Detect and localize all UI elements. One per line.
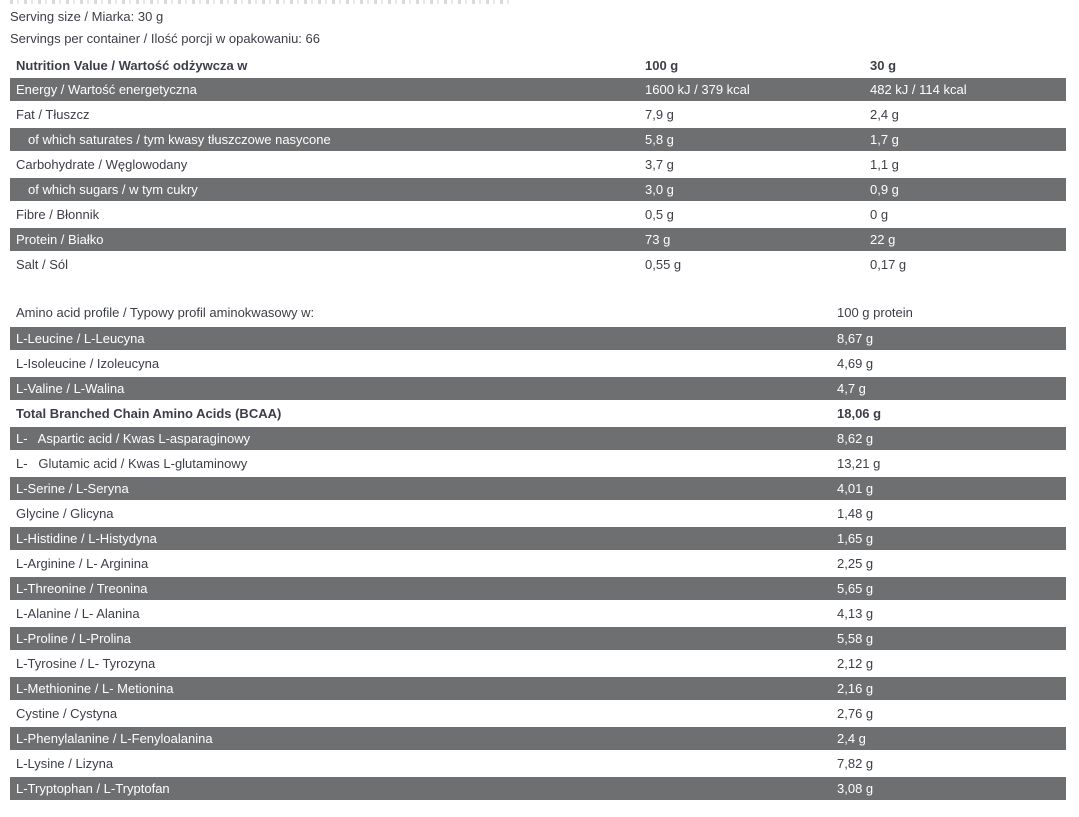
- nutrition-row-value-100g: 0,55 g: [645, 257, 682, 272]
- nutrition-row-value-30g: 0 g: [870, 207, 889, 222]
- nutrition-row-value-100g: 5,8 g: [645, 132, 674, 147]
- nutrition-row: [10, 152, 1066, 177]
- amino-table-header: [10, 301, 1066, 324]
- amino-row-value: 3,08 g: [837, 781, 874, 796]
- amino-row: [10, 401, 1066, 426]
- amino-row-label: L-Lysine / Lizyna: [16, 756, 114, 771]
- amino-row-label: L- Aspartic acid / Kwas L-asparaginowy: [16, 431, 251, 446]
- amino-row-value: 4,7 g: [837, 381, 866, 396]
- nutrition-row-label: Protein / Białko: [16, 232, 104, 247]
- amino-row: [10, 526, 1066, 551]
- amino-row-value: 5,58 g: [837, 631, 874, 646]
- amino-row-value: 2,16 g: [837, 681, 874, 696]
- amino-row-label: L-Tyrosine / L- Tyrozyna: [16, 656, 156, 671]
- amino-row-label: L-Histidine / L-Histydyna: [16, 531, 157, 546]
- amino-row-value: 4,01 g: [837, 481, 874, 496]
- nutrition-row-value-30g: 2,4 g: [870, 107, 899, 122]
- amino-header-label: Amino acid profile / Typowy profil aminokwasowy w:: [16, 305, 315, 320]
- amino-row-value: 7,82 g: [837, 756, 874, 771]
- amino-row-label: L-Leucine / L-Leucyna: [16, 331, 145, 346]
- amino-row-value: 2,25 g: [837, 556, 874, 571]
- amino-row: [10, 676, 1066, 701]
- amino-row: [10, 651, 1066, 676]
- nutrition-row: [10, 77, 1066, 102]
- nutrition-row-label: Fibre / Błonnik: [16, 207, 100, 222]
- amino-row: [10, 626, 1066, 651]
- amino-row-value: 13,21 g: [837, 456, 881, 471]
- amino-row-value: 1,48 g: [837, 506, 874, 521]
- amino-row: [10, 451, 1066, 476]
- amino-row-label: L-Proline / L-Prolina: [16, 631, 131, 646]
- nutrition-row-label: of which sugars / w tym cukry: [28, 182, 198, 197]
- amino-row-label: L-Isoleucine / Izoleucyna: [16, 356, 160, 371]
- nutrition-row-value-30g: 22 g: [870, 232, 896, 247]
- amino-row: [10, 576, 1066, 601]
- amino-row: [10, 701, 1066, 726]
- amino-row-label: L-Serine / L-Seryna: [16, 481, 129, 496]
- nutrition-row-value-100g: 3,0 g: [645, 182, 674, 197]
- amino-row: [10, 751, 1066, 776]
- amino-row-label: L-Alanine / L- Alanina: [16, 606, 140, 621]
- nutrition-row-value-30g: 0,9 g: [870, 182, 899, 197]
- amino-row: [10, 501, 1066, 526]
- servings-per-container-line: Servings per container / Ilość porcji w opakowaniu: 66: [10, 31, 320, 46]
- nutrition-header-col-100g: 100 g: [645, 58, 679, 73]
- amino-row-label: Glycine / Glicyna: [16, 506, 114, 521]
- amino-row: [10, 326, 1066, 351]
- nutrition-row-value-100g: 3,7 g: [645, 157, 674, 172]
- nutrition-row: [10, 252, 1066, 277]
- amino-acid-table: [10, 301, 1066, 801]
- amino-row-value: 2,4 g: [837, 731, 866, 746]
- nutrition-row-label: Carbohydrate / Węglowodany: [16, 157, 188, 172]
- nutrition-header-col-30g: 30 g: [870, 58, 897, 73]
- amino-row-label: Total Branched Chain Amino Acids (BCAA): [16, 406, 282, 421]
- nutrition-row-label: of which saturates / tym kwasy tłuszczowe nasycone: [28, 132, 331, 147]
- amino-row-label: L-Methionine / L- Metionina: [16, 681, 174, 696]
- amino-row-value: 4,13 g: [837, 606, 874, 621]
- amino-row-value: 18,06 g: [837, 406, 882, 421]
- nutrition-row: [10, 227, 1066, 252]
- nutrition-row: [10, 102, 1066, 127]
- nutrition-row: [10, 177, 1066, 202]
- amino-row: [10, 476, 1066, 501]
- amino-row: [10, 776, 1066, 801]
- amino-row-value: 2,12 g: [837, 656, 874, 671]
- amino-row-label: L-Phenylalanine / L-Fenyloalanina: [16, 731, 213, 746]
- amino-row-value: 4,69 g: [837, 356, 874, 371]
- nutrition-row-value-100g: 1600 kJ / 379 kcal: [645, 82, 750, 97]
- nutrition-row: [10, 127, 1066, 152]
- amino-row-value: 8,62 g: [837, 431, 874, 446]
- amino-row-label: L-Arginine / L- Arginina: [16, 556, 149, 571]
- amino-row-label: Cystine / Cystyna: [16, 706, 118, 721]
- amino-row-label: L-Tryptophan / L-Tryptofan: [16, 781, 170, 796]
- nutrition-row-value-100g: 0,5 g: [645, 207, 674, 222]
- amino-row: [10, 551, 1066, 576]
- amino-row: [10, 426, 1066, 451]
- amino-row-value: 5,65 g: [837, 581, 874, 596]
- nutrition-row-value-30g: 1,7 g: [870, 132, 899, 147]
- nutrition-row-value-30g: 1,1 g: [870, 157, 899, 172]
- nutrition-row-value-100g: 73 g: [645, 232, 671, 247]
- amino-row-label: L-Valine / L-Walina: [16, 381, 125, 396]
- amino-row-value: 2,76 g: [837, 706, 874, 721]
- amino-header-col-value: 100 g protein: [837, 305, 913, 320]
- nutrition-table: [10, 54, 1066, 277]
- amino-row-label: L- Glutamic acid / Kwas L-glutaminowy: [16, 456, 248, 471]
- amino-row: [10, 376, 1066, 401]
- amino-row: [10, 351, 1066, 376]
- nutrition-row-label: Fat / Tłuszcz: [16, 107, 90, 122]
- nutrition-header-label: Nutrition Value / Wartość odżywcza w: [16, 58, 248, 73]
- nutrition-table-header: [10, 54, 1066, 77]
- cropped-text-remnant: [10, 0, 510, 4]
- amino-row: [10, 726, 1066, 751]
- amino-row-label: L-Threonine / Treonina: [16, 581, 148, 596]
- amino-row-value: 8,67 g: [837, 331, 874, 346]
- nutrition-row-value-30g: 482 kJ / 114 kcal: [870, 82, 967, 97]
- nutrition-row-label: Salt / Sól: [16, 257, 69, 272]
- amino-row-value: 1,65 g: [837, 531, 874, 546]
- nutrition-row-label: Energy / Wartość energetyczna: [16, 82, 197, 97]
- nutrition-row-value-100g: 7,9 g: [645, 107, 674, 122]
- serving-size-line: Serving size / Miarka: 30 g: [10, 9, 164, 24]
- nutrition-row: [10, 202, 1066, 227]
- nutrition-row-value-30g: 0,17 g: [870, 257, 907, 272]
- amino-row: [10, 601, 1066, 626]
